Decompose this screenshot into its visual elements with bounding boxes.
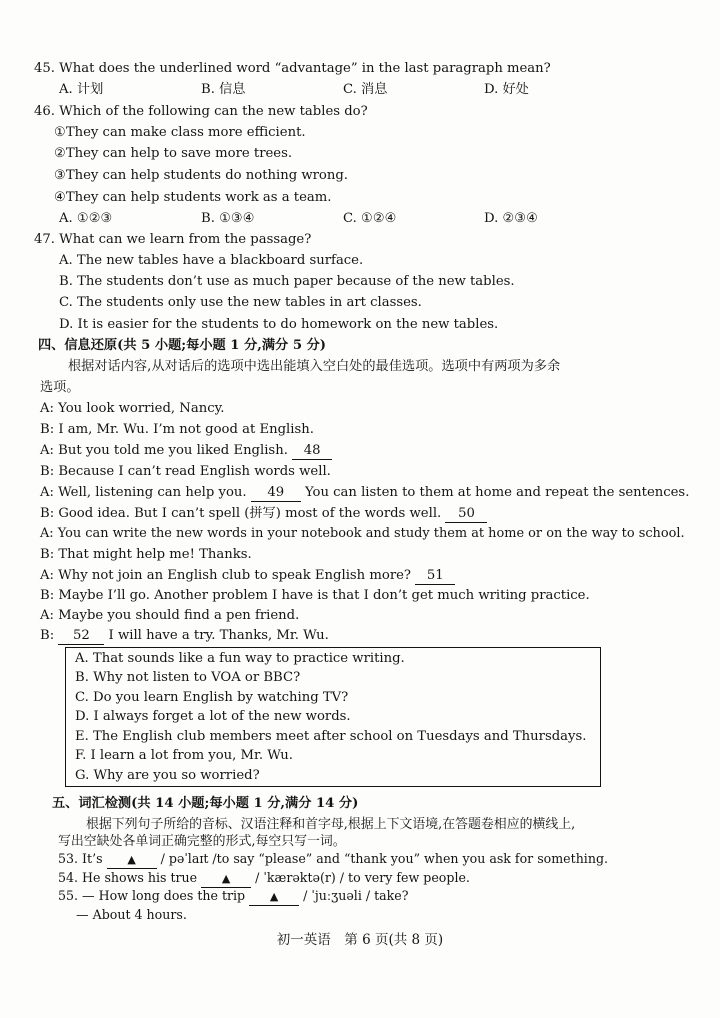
q53-blank-triangle: ▲ [107,852,157,869]
page-footer: 初一英语 第 6 页(共 8 页) [276,932,444,948]
q45-option-c: C. 消息 [343,82,388,97]
q46-option-b: B. ①③④ [201,211,255,226]
q46-statement-3: ③They can help students do nothing wrong. [54,168,349,183]
q55-text: 55. — How long does the trip [58,888,246,903]
dialogue-line-8: B: That might help me! Thanks. [40,547,252,562]
question-54 [58,869,470,888]
dialogue-line-12 [40,627,329,645]
q53-hint: / pəˈlaɪt /to say “please” and “thank you” when you ask for something. [160,851,609,866]
dialogue-line-5-post: You can listen to them at home and repeat the sentences. [304,485,690,500]
dialogue-line-1: A: You look worried, Nancy. [40,401,225,416]
dialogue-line-7: A: You can write the new words in your notebook and study them at home or on the way to school. [40,526,685,541]
dialogue-line-6-text: B: Good idea. But I can’t spell (拼写) most of the words well. [40,506,442,521]
dialogue-line-9 [40,567,455,585]
blank-52: 52 [58,628,104,645]
q45-stem: 45. What does the underlined word “advantage” in the last paragraph mean? [34,61,551,76]
question-55 [58,887,409,906]
blank-49: 49 [251,485,301,502]
choice-d: D. I always forget a lot of the new words. [75,709,351,724]
dialogue-line-12-speaker: B: [40,628,55,643]
dialogue-line-2: B: I am, Mr. Wu. I’m not good at English. [40,422,314,437]
q55-answer: — About 4 hours. [76,907,187,922]
q46-statement-2: ②They can help to save more trees. [54,146,293,161]
q54-hint: / ˈkærəktə(r) / to very few people. [255,870,470,885]
choice-e: E. The English club members meet after school on Tuesdays and Thursdays. [75,729,587,744]
section5-instructions-1: 根据下列句子所给的音标、汉语注释和首字母,根据上下文语境,在答题卷相应的横线上, [86,817,576,832]
q47-option-a: A. The new tables have a blackboard surface. [59,253,364,268]
section4-title: 四、信息还原(共 5 小题;每小题 1 分,满分 5 分) [38,338,327,353]
choice-a: A. That sounds like a fun way to practice writing. [75,651,405,666]
choices-box [65,647,601,787]
q47-option-d: D. It is easier for the students to do homework on the new tables. [59,317,499,332]
q45-option-b: B. 信息 [201,82,246,97]
section4-instructions-2: 选项。 [40,380,80,395]
dialogue-line-3-text: A: But you told me you liked English. [40,443,288,458]
section5-title: 五、词汇检测(共 14 小题;每小题 1 分,满分 14 分) [52,796,359,811]
dialogue-line-5-text: A: Well, listening can help you. [40,485,247,500]
q54-text: 54. He shows his true [58,870,198,885]
q46-option-a: A. ①②③ [59,211,113,226]
choice-b: B. Why not listen to VOA or BBC? [75,670,301,685]
dialogue-line-9-text: A: Why not join an English club to speak English more? [40,568,411,583]
dialogue-line-4: B: Because I can’t read English words well. [40,464,331,479]
choice-c: C. Do you learn English by watching TV? [75,690,349,705]
q46-option-c: C. ①②④ [343,211,397,226]
q54-blank-triangle: ▲ [201,871,251,888]
choice-f: F. I learn a lot from you, Mr. Wu. [75,748,293,763]
choice-g: G. Why are you so worried? [75,768,260,783]
q46-statement-4: ④They can help students work as a team. [54,190,332,205]
dialogue-line-3 [40,442,332,460]
q46-statement-1: ①They can make class more efficient. [54,125,306,140]
q47-option-c: C. The students only use the new tables in art classes. [59,295,422,310]
dialogue-line-12-post: I will have a try. Thanks, Mr. Wu. [108,628,329,643]
q55-blank-triangle: ▲ [249,889,299,906]
q47-option-b: B. The students don’t use as much paper because of the new tables. [59,274,515,289]
dialogue-line-5 [40,484,689,502]
q46-stem: 46. Which of the following can the new tables do? [34,104,368,119]
q47-stem: 47. What can we learn from the passage? [34,232,312,247]
dialogue-line-11: A: Maybe you should find a pen friend. [40,608,300,623]
q45-option-d: D. 好处 [484,82,529,97]
q53-text: 53. It’s [58,851,103,866]
dialogue-line-10: B: Maybe I’ll go. Another problem I have is that I don’t get much writing practice. [40,588,590,603]
section5-instructions-2: 写出空缺处各单词正确完整的形式,每空只写一词。 [58,834,346,849]
blank-50: 50 [445,506,487,523]
question-53 [58,850,608,869]
section4-instructions-1: 根据对话内容,从对话后的选项中选出能填入空白处的最佳选项。选项中有两项为多余 [68,359,561,374]
q45-option-a: A. 计划 [59,82,104,97]
q46-option-d: D. ②③④ [484,211,538,226]
q55-hint: / ˈjuːʒuəli / take? [303,888,409,903]
dialogue-line-6 [40,505,487,523]
blank-48: 48 [292,443,332,460]
blank-51: 51 [415,568,455,585]
